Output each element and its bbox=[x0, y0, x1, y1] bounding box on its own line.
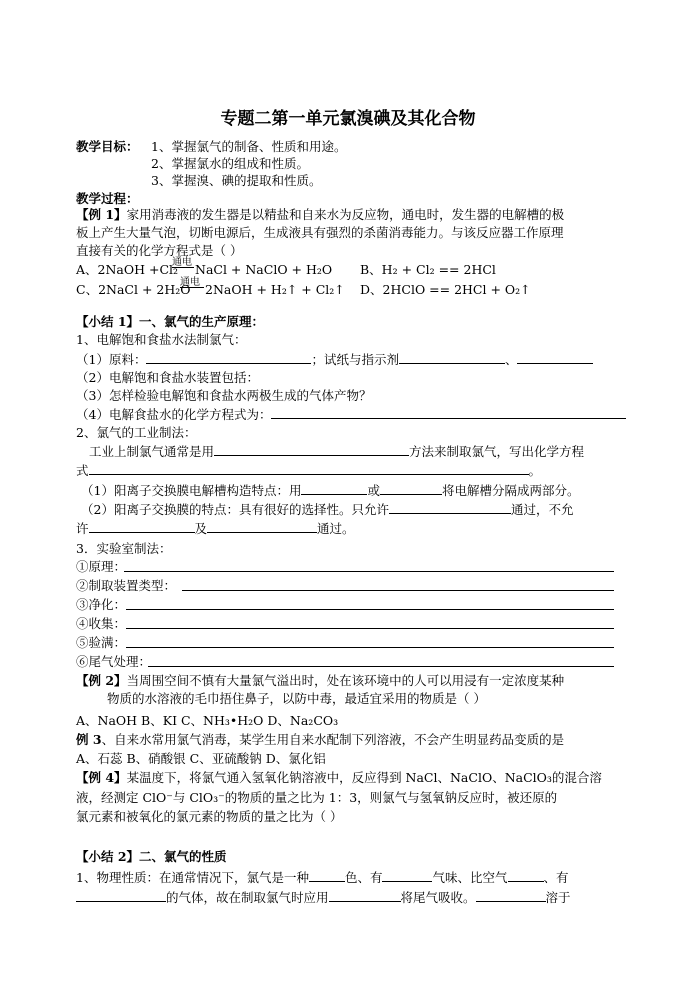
fill-label: 溶于 bbox=[545, 890, 571, 905]
blank-line bbox=[309, 868, 345, 882]
fill-label: 将电解槽分隔成两部分。 bbox=[441, 483, 580, 498]
option-a-products: NaCl + NaClO + H₂O bbox=[195, 262, 333, 277]
fill-label: 。 bbox=[528, 463, 542, 478]
section-heading: 【小结 2】二、氯气的性质 bbox=[76, 849, 227, 864]
blank-line bbox=[476, 888, 546, 902]
blank-line bbox=[380, 481, 442, 495]
example-text: 直接有关的化学方程式是（ ） bbox=[76, 243, 243, 258]
lab-item: ⑥尾气处理： bbox=[76, 654, 152, 669]
fill-label: 气味、比空气 bbox=[432, 870, 508, 885]
blank-line bbox=[89, 519, 195, 533]
page-title: 专题二第一单元氯溴碘及其化合物 bbox=[220, 109, 476, 129]
goal-item: 2、掌握氯水的组成和性质。 bbox=[151, 156, 309, 171]
blank-line bbox=[207, 519, 317, 533]
fill-label: 色、有 bbox=[344, 870, 383, 885]
blank-line bbox=[301, 481, 367, 495]
example-text: 氯元素和被氧化的氯元素的物质的量之比为（ ） bbox=[76, 809, 343, 824]
fill-label: 或 bbox=[367, 483, 380, 498]
equation-arrow bbox=[180, 287, 204, 288]
goal-item: 1、掌握氯气的制备、性质和用途。 bbox=[151, 139, 347, 154]
fill-label: （1）阳离子交换膜电解槽构造特点：用 bbox=[81, 483, 302, 498]
fill-label: 许 bbox=[76, 521, 89, 536]
fill-label: 通过。 bbox=[317, 521, 355, 536]
fill-label: 1、物理性质：在通常情况下，氯气是一种 bbox=[76, 870, 309, 885]
subsection-heading: 1、电解饱和食盐水法制氯气： bbox=[76, 332, 247, 347]
process-label: 教学过程： bbox=[76, 191, 139, 206]
fill-label: （1）原料： bbox=[76, 352, 147, 367]
option-d: D、2HClO == 2HCl + O₂↑ bbox=[360, 282, 531, 297]
blank-line bbox=[89, 461, 529, 475]
example-options: A、NaOH B、KI C、NH₃•H₂O D、Na₂CO₃ bbox=[76, 713, 339, 728]
example-text: 物质的水溶液的毛巾捂住鼻子，以防中毒，最适宜采用的物质是（ ） bbox=[107, 691, 486, 706]
blank-line bbox=[124, 571, 614, 572]
blank-line bbox=[182, 590, 614, 591]
blank-line bbox=[146, 350, 311, 364]
lab-item: ③净化： bbox=[76, 597, 127, 612]
blank-line bbox=[148, 666, 614, 667]
option-c: C、2NaCl + 2H₂O bbox=[76, 282, 191, 297]
blank-line bbox=[76, 888, 166, 902]
fill-label: 式 bbox=[76, 463, 89, 478]
lab-item: ⑤验满： bbox=[76, 635, 127, 650]
fill-label: 的气体，故在制取氯气时应用 bbox=[166, 890, 329, 905]
option-a: A、2NaOH +Cl₂ bbox=[76, 262, 179, 277]
fill-label: ；试纸与指示剂 bbox=[311, 352, 399, 367]
blank-line bbox=[271, 405, 626, 419]
question-text: （2）电解饱和食盐水装置包括： bbox=[76, 370, 259, 385]
blank-line bbox=[126, 609, 614, 610]
question-text: （3）怎样检验电解饱和食盐水两极生成的气体产物？ bbox=[76, 388, 372, 403]
blank-line bbox=[382, 868, 432, 882]
example-text: 家用消毒液的发生器是以精盐和自来水为反应物，通电时，发生器的电解槽的极 bbox=[126, 207, 565, 222]
subsection-heading: 2、氯气的工业制法： bbox=[76, 425, 197, 440]
blank-line bbox=[214, 442, 409, 456]
fill-label: 、 bbox=[504, 352, 518, 367]
example-tag: 【例 1】 bbox=[76, 207, 127, 222]
blank-line bbox=[126, 647, 614, 648]
fill-label: 通过，不允 bbox=[510, 502, 574, 517]
goals-label: 教学目标： bbox=[76, 139, 139, 154]
fill-label: （4）电解食盐水的化学方程式为： bbox=[76, 407, 272, 422]
example-tag: 【例 2】 bbox=[76, 673, 127, 688]
fill-label: 方法来制取氯气，写出化学方程 bbox=[409, 444, 585, 459]
blank-line bbox=[508, 868, 544, 882]
fill-label: 工业上制氯气通常是用 bbox=[89, 444, 215, 459]
example-text: 当周围空间不慎有大量氯气溢出时，处在该环境中的人可以用浸有一定浓度某种 bbox=[126, 673, 565, 688]
lab-item: ②制取装置类型： bbox=[76, 578, 177, 593]
blank-line bbox=[517, 350, 593, 364]
blank-line bbox=[126, 628, 614, 629]
example-options: A、石蕊 B、硝酸银 C、亚硫酸钠 D、氯化铝 bbox=[76, 751, 326, 766]
section-heading: 【小结 1】一、氯气的生产原理： bbox=[76, 314, 265, 329]
blank-line bbox=[399, 350, 505, 364]
fill-label: （2）阳离子交换膜的特点：具有很好的选择性。只允许 bbox=[81, 502, 389, 517]
example-text: 板上产生大量气泡，切断电源后，生成液具有强烈的杀菌消毒能力。与该反应器工作原理 bbox=[76, 225, 564, 240]
option-c-products: 2NaOH + H₂↑ + Cl₂↑ bbox=[205, 282, 345, 297]
lab-item: ①原理： bbox=[76, 559, 127, 574]
arrow-label: 通电 bbox=[180, 277, 200, 288]
fill-label: 将尾气吸收。 bbox=[400, 890, 476, 905]
fill-label: 、有 bbox=[543, 870, 569, 885]
blank-line bbox=[389, 500, 511, 514]
example-tag: 【例 4】 bbox=[76, 770, 127, 785]
option-b: B、H₂ + Cl₂ == 2HCl bbox=[360, 262, 496, 277]
example-text: 某温度下，将氯气通入氢氧化钠溶液中，反应得到 NaCl、NaClO、NaClO₃的混合溶 bbox=[126, 770, 602, 785]
example-text: 、自来水常用氯气消毒，某学生用自来水配制下列溶液，不会产生明显药品变质的是 bbox=[101, 732, 565, 747]
lab-item: ④收集： bbox=[76, 616, 127, 631]
example-tag: 例 3 bbox=[76, 732, 102, 747]
blank-line bbox=[329, 888, 401, 902]
arrow-label: 通电 bbox=[172, 257, 192, 268]
subsection-heading: 3．实验室制法： bbox=[76, 541, 172, 556]
equation-arrow bbox=[172, 267, 194, 268]
example-text: 液，经测定 ClO⁻与 ClO₃⁻的物质的量之比为 1：3，则氯气与氢氧钠反应时，被还原的 bbox=[76, 790, 558, 805]
goal-item: 3、掌握溴、碘的提取和性质。 bbox=[151, 173, 322, 188]
fill-label: 及 bbox=[194, 521, 208, 536]
